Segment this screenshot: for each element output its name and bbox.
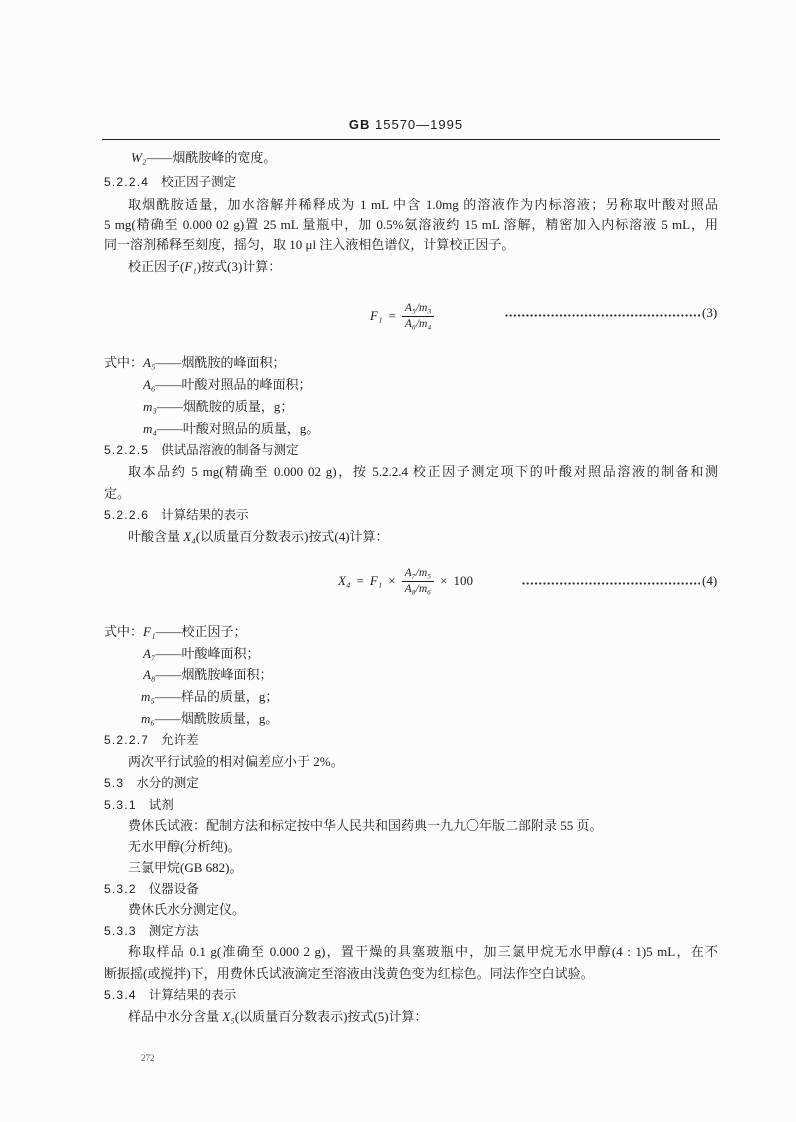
intro-text: 叶酸含量 [128,529,184,544]
definition-symbol: m₄ [143,421,157,436]
section-number: 5.3 [104,776,125,790]
section-title: 允许差 [161,732,199,747]
section-number: 5.2.2.7 [104,733,150,747]
definition-symbol: A₈ [143,667,156,682]
definition-text: ——烟酰胺的质量，g； [156,399,294,414]
page-number: 272 [141,1053,155,1063]
formula-4 [338,564,473,598]
intro-variable: X₄ [183,529,196,544]
definition-line [141,688,541,706]
paragraph-line: 定。 [104,486,131,501]
intro-text: 样品中水分含量 [128,1009,223,1024]
times-sign: × [388,573,396,588]
definition-text: ——样品的质量，g； [154,689,279,704]
formula-lhs: F₁ [370,308,383,323]
section-heading-5-2-2-5 [104,441,504,459]
section-heading-5-3-2 [104,880,504,898]
definition-text: ——烟酰胺质量，g。 [154,711,279,726]
formula-factor: F₁ [369,573,383,588]
reagent-item: 无水甲醇(分析纯)。 [128,839,241,854]
formula-fraction [402,302,435,331]
intro-variable: F₁ [184,259,197,274]
section-number: 5.3.4 [104,988,137,1002]
section-title: 计算结果的表示 [161,507,249,522]
definition-line [143,376,543,394]
where-line [104,623,504,641]
definition-symbol: W₂ [131,150,147,165]
section-title: 试剂 [148,797,174,812]
section-number: 5.2.2.6 [104,508,150,522]
formula-fraction [402,567,435,596]
definition-line [143,420,543,438]
paragraph-line: 取烟酰胺适量，加水溶解并稀释成为 1 mL 中含 1.0mg 的溶液作为内标溶液；另称取叶酸对照品 [128,197,718,212]
equation-number: (3) [702,305,718,320]
section-title: 水分的测定 [136,775,199,790]
definition-symbol: F₁ [143,624,156,639]
header-rule [102,139,720,140]
definition-line-w2 [131,149,531,167]
definition-text: ——烟酰胺的峰面积； [155,355,286,370]
definition-text: ——叶酸对照品的峰面积； [155,377,312,392]
section-heading-5-3-4 [104,986,504,1004]
reagent-item: 费休氏试液：配制方法和标定按中华人民共和国药典一九九〇年版二部附录 55 页。 [128,818,603,833]
formula-intro [128,1008,628,1026]
where-label: 式中： [104,624,144,639]
equipment-item: 费休氏水分测定仪。 [128,902,246,917]
where-label: 式中： [104,355,144,370]
definition-line [143,666,543,684]
definition-symbol: m₅ [141,689,155,704]
definition-symbol: A₆ [143,377,156,392]
definition-symbol: A₇ [143,646,156,661]
paragraph-line: 5 mg(精确至 0.000 02 g)置 25 mL 量瓶中，加 0.5%氨溶液约 15 mL 溶解，精密加入内标溶液 5 mL，用 [104,217,718,232]
section-heading-5-3-3 [104,922,504,940]
standard-number: 15570—1995 [375,117,464,132]
fraction-denominator: A₈/m₆ [404,582,432,595]
equation-number: (4) [702,573,718,588]
formula-constant: 100 [453,573,473,588]
section-heading-5-2-2-6 [104,506,504,524]
paragraph-line: 称取样品 0.1 g(准确至 0.000 2 g)，置干燥的具塞玻瓶中，加三氯甲烷无水甲醇(4 : 1)5 mL，在不 [128,944,718,959]
equals-sign: = [356,573,364,588]
definition-text: ——校正因子； [155,624,247,639]
times-sign: × [440,573,448,588]
section-number: 5.3.3 [104,924,137,938]
reagent-item: 三氯甲烷(GB 682)。 [128,860,243,875]
formula-3 [370,299,434,333]
formula-intro [128,258,628,276]
section-title: 校正因子测定 [161,174,237,189]
section-title: 计算结果的表示 [148,987,237,1002]
section-title: 供试品溶液的制备与测定 [161,442,299,457]
definition-line [141,710,541,728]
paragraph-line: 取本品约 5 mg(精确至 0.000 02 g)，按 5.2.2.4 校正因子测定项下的叶酸对照品溶液的制备和测 [128,464,718,479]
dot-leader [505,314,700,317]
formula-lhs: X₄ [338,573,351,588]
formula-intro [128,528,628,546]
definition-line [143,645,543,663]
definition-symbol: m₃ [143,399,157,414]
intro-variable: X₅ [222,1009,235,1024]
definition-symbol: A₅ [143,355,156,370]
definition-line [143,398,543,416]
intro-text: (以质量百分数表示)按式(5)计算： [234,1009,428,1024]
fraction-numerator: A₇/m₅ [402,567,435,582]
section-title: 仪器设备 [148,881,199,896]
section-heading-5-3 [104,774,504,792]
paragraph-line: 两次平行试验的相对偏差应小于 2%。 [128,754,344,769]
intro-text: 校正因子( [128,259,185,274]
section-title: 测定方法 [148,923,199,938]
definition-text: ——烟酰胺峰面积； [155,667,273,682]
definition-text: ——叶酸峰面积； [155,646,260,661]
section-heading-5-2-2-7 [104,731,504,749]
section-number: 5.2.2.5 [104,443,150,457]
standard-code: GB [348,117,371,132]
section-heading-5-3-1 [104,796,504,814]
definition-text: ——烟酰胺峰的宽度。 [146,150,277,165]
paragraph-line: 同一溶剂稀释至刻度，摇匀，取 10 μl 注入液相色谱仪，计算校正因子。 [104,237,515,252]
intro-text: )按式(3)计算： [196,259,282,274]
definition-text: ——叶酸对照品的质量，g。 [156,421,320,436]
section-number: 5.2.2.4 [104,175,150,189]
section-number: 5.3.1 [104,798,137,812]
where-line [104,354,504,372]
equals-sign: = [388,308,396,323]
paragraph-line: 断振摇(或搅拌)下，用费休氏试液滴定至溶液由浅黄色变为红棕色。同法作空白试验。 [104,966,594,981]
intro-text: (以质量百分数表示)按式(4)计算： [195,529,389,544]
definition-symbol: m₆ [141,711,155,726]
document-header [300,116,512,134]
section-number: 5.3.2 [104,882,137,896]
fraction-numerator: A₅/m₃ [402,302,435,317]
section-heading-5-2-2-4 [104,173,504,191]
fraction-denominator: A₆/m₄ [404,317,432,330]
dot-leader [522,582,700,585]
